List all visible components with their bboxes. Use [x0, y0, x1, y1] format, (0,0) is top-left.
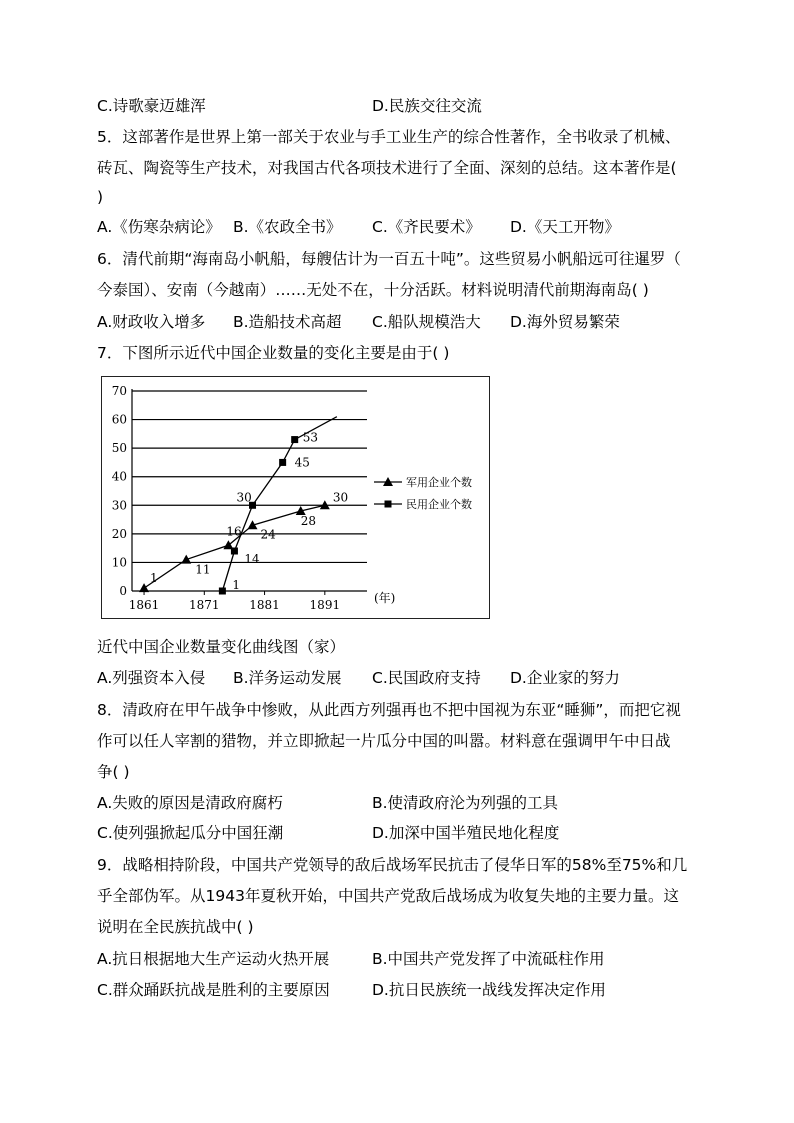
series-1-label-1: 14 [244, 552, 260, 566]
y-tick-10: 10 [111, 555, 127, 570]
q7-option-c: C.民国政府支持 [372, 669, 481, 687]
series-1-label-2: 30 [236, 490, 252, 505]
q8-stem-line1: 8．清政府在甲午战争中惨败，从此西方列强再也不把中国视为东亚“睡狮”，而把它视 [97, 701, 681, 719]
y-tick-60: 60 [111, 412, 127, 427]
q9-option-c: C.群众踊跃抗战是胜利的主要原因 [97, 981, 330, 999]
q7-stem: 7．下图所示近代中国企业数量的变化主要是由于( ) [97, 344, 450, 362]
q5-option-c: C.《齐民要术》 [372, 218, 481, 236]
q9-stem-line1: 9．战略相持阶段，中国共产党领导的敌后战场军民抗击了侵华日军的58%至75%和几 [97, 856, 688, 874]
y-tick-0: 0 [119, 584, 127, 598]
q7-option-b: B.洋务运动发展 [233, 669, 342, 687]
q5-option-a: A.《伤寒杂病论》 [97, 218, 221, 236]
q6-option-a: A.财政收入增多 [97, 313, 206, 331]
q4-option-d: D.民族交往交流 [372, 97, 482, 115]
q6-option-c: C.船队规模浩大 [372, 313, 481, 331]
q9-stem-line2: 乎全部伪军。从1943年夏秋开始，中国共产党敌后战场成为收复失地的主要力量。这 [97, 887, 679, 905]
q5-option-d: D.《天工开物》 [510, 218, 620, 236]
series-1-label-4: 53 [302, 430, 318, 445]
series-1-label-3: 45 [294, 455, 310, 470]
series-1-point-4 [291, 436, 298, 443]
q5-stem-line2: 砖瓦、陶瓷等生产技术，对我国古代各项技术进行了全面、深刻的总结。这本著作是( [97, 159, 677, 177]
q7-chart-caption: 近代中国企业数量变化曲线图（家） [97, 638, 346, 656]
series-1-label-0: 1 [232, 578, 241, 592]
q9-option-b: B.中国共产党发挥了中流砥柱作用 [372, 950, 605, 968]
series-0-label-0: 1 [150, 571, 158, 586]
legend-marker-1 [385, 501, 392, 508]
q5-stem-line3: ) [97, 188, 104, 206]
x-axis-label: (年) [374, 591, 396, 605]
y-tick-30: 30 [111, 498, 127, 513]
q8-option-b: B.使清政府沦为列强的工具 [372, 794, 559, 812]
legend-label-0: 军用企业个数 [406, 476, 472, 489]
q6-stem-line1: 6．清代前期“海南岛小帆船，每艘估计为一百五十吨”。这些贸易小帆船远可往暹罗（ [97, 250, 681, 268]
q9-option-a: A.抗日根据地大生产运动火热开展 [97, 950, 330, 968]
x-tick-1891: 1891 [309, 598, 341, 612]
series-0-label-2: 16 [226, 524, 242, 539]
series-0-label-3: 24 [260, 527, 276, 542]
q8-option-c: C.使列强掀起瓜分中国狂潮 [97, 824, 284, 842]
series-0-label-5: 30 [332, 490, 349, 505]
q8-option-d: D.加深中国半殖民地化程度 [372, 824, 560, 842]
x-tick-1881: 1881 [249, 598, 280, 612]
q9-stem-line3: 说明在全民族抗战中( ) [97, 918, 254, 936]
chart-svg [102, 377, 491, 620]
x-tick-1861: 1861 [128, 598, 160, 612]
q7-option-d: D.企业家的努力 [510, 669, 620, 687]
q5-option-b: B.《农政全书》 [233, 218, 342, 236]
q8-option-a: A.失败的原因是清政府腐朽 [97, 794, 283, 812]
series-1-point-0 [219, 588, 226, 595]
y-tick-20: 20 [111, 526, 127, 541]
series-1-point-1 [231, 548, 238, 555]
q7-option-a: A.列强资本入侵 [97, 669, 206, 687]
series-0-label-4: 28 [300, 514, 316, 528]
enterprise-count-chart [101, 376, 490, 619]
q8-stem-line3: 争( ) [97, 763, 130, 781]
y-tick-40: 40 [111, 469, 127, 484]
y-tick-70: 70 [111, 384, 127, 398]
q6-option-b: B.造船技术高超 [233, 313, 342, 331]
q6-option-d: D.海外贸易繁荣 [510, 313, 620, 331]
series-0-label-1: 11 [195, 562, 211, 577]
q6-stem-line2: 今泰国）、安南（今越南）……无处不在，十分活跃。材料说明清代前期海南岛( ) [97, 281, 649, 299]
q8-stem-line2: 作可以任人宰割的猎物，并立即掀起一片瓜分中国的叫嚣。材料意在强调甲午中日战 [97, 732, 671, 750]
legend-label-1: 民用企业个数 [406, 498, 472, 511]
series-0-point-0 [139, 583, 149, 592]
q9-option-d: D.抗日民族统一战线发挥决定作用 [372, 981, 606, 999]
series-1-point-3 [279, 459, 286, 466]
y-tick-50: 50 [111, 441, 127, 456]
x-tick-1871: 1871 [189, 598, 220, 612]
series-line-0 [144, 505, 325, 588]
q5-stem-line1: 5．这部著作是世界上第一部关于农业与手工业生产的综合性著作，全书收录了机械、 [97, 128, 681, 146]
q4-option-c: C.诗歌豪迈雄浑 [97, 97, 206, 115]
